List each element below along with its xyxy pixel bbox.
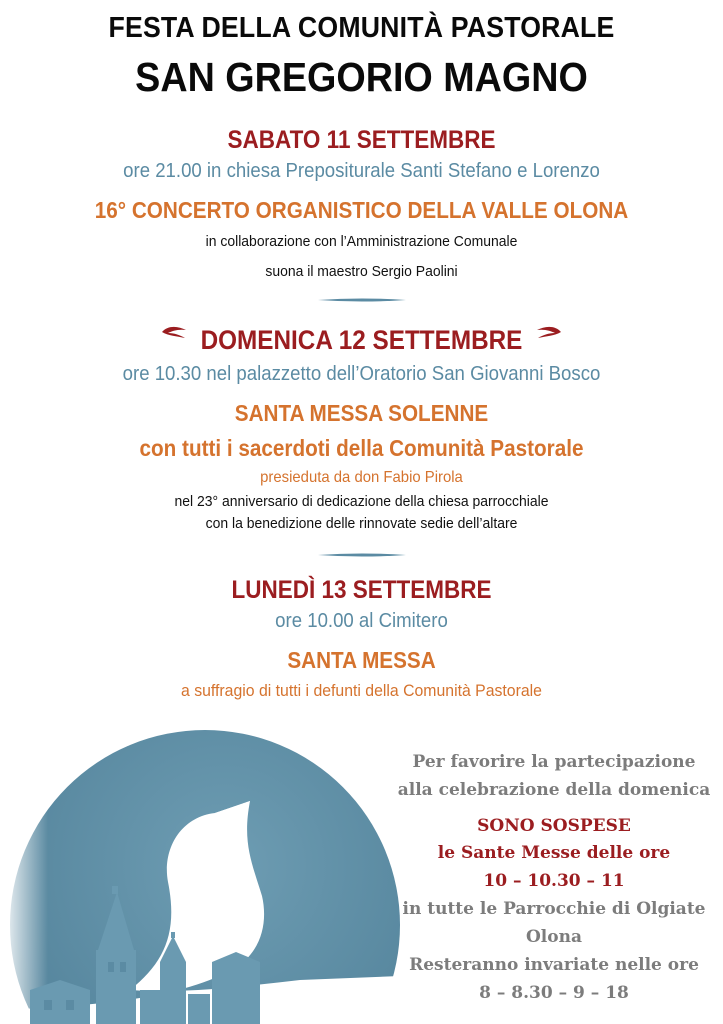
monday-day: LUNEDÌ 13 SETTEMBRE (231, 576, 492, 604)
section-divider (318, 553, 406, 557)
sunday-event1: SANTA MESSA SOLENNE (234, 400, 489, 426)
monday-time: ore 10.00 al Cimitero (275, 610, 448, 632)
notice-line2: alla celebrazione della domenica (397, 780, 711, 800)
notice-line8: Resteranno invariate nelle ore (409, 955, 699, 975)
page-title-line2: SAN GREGORIO MAGNO (135, 54, 588, 100)
monday-event: SANTA MESSA (287, 647, 436, 673)
notice-line6: in tutte le Parrocchie di Olgiate (402, 899, 706, 919)
notice-line9: 8 – 8.30 – 9 – 18 (479, 983, 629, 1003)
saturday-note1: in collaborazione con l’Amministrazione Comunale (205, 233, 518, 250)
monday-note: a suffragio di tutti i defunti della Comunità Pastorale (181, 681, 542, 700)
notice-line1: Per favorire la partecipazione (412, 752, 696, 772)
section-divider (318, 298, 406, 302)
sunday-note1: presieduta da don Fabio Pirola (260, 469, 463, 486)
dove-village-logo (0, 700, 400, 1024)
sunday-note2: nel 23° anniversario di dedicazione della chiesa parrocchiale (174, 493, 549, 510)
notice-line3: SONO SOSPESE (477, 816, 631, 836)
notice-line4: le Sante Messe delle ore (437, 843, 671, 863)
sunday-note3: con la benedizione delle rinnovate sedie dell’altare (205, 515, 518, 532)
sunday-day: DOMENICA 12 SETTEMBRE (200, 325, 523, 355)
notice-line7: Olona (526, 927, 582, 947)
notice-line5: 10 – 10.30 – 11 (483, 871, 625, 891)
saturday-time: ore 21.00 in chiesa Prepositurale Santi Stefano e Lorenzo (123, 160, 600, 182)
saturday-day: SABATO 11 SETTEMBRE (227, 126, 496, 154)
sunday-event2: con tutti i sacerdoti della Comunità Pastorale (139, 435, 584, 461)
saturday-note2: suona il maestro Sergio Paolini (265, 263, 458, 280)
saturday-event: 16° CONCERTO ORGANISTICO DELLA VALLE OLONA (94, 197, 629, 223)
flame-ornament-icon (535, 324, 563, 340)
page-title-line1: FESTA DELLA COMUNITÀ PASTORALE (108, 12, 615, 44)
sunday-time: ore 10.30 nel palazzetto dell’Oratorio San Giovanni Bosco (122, 363, 601, 385)
